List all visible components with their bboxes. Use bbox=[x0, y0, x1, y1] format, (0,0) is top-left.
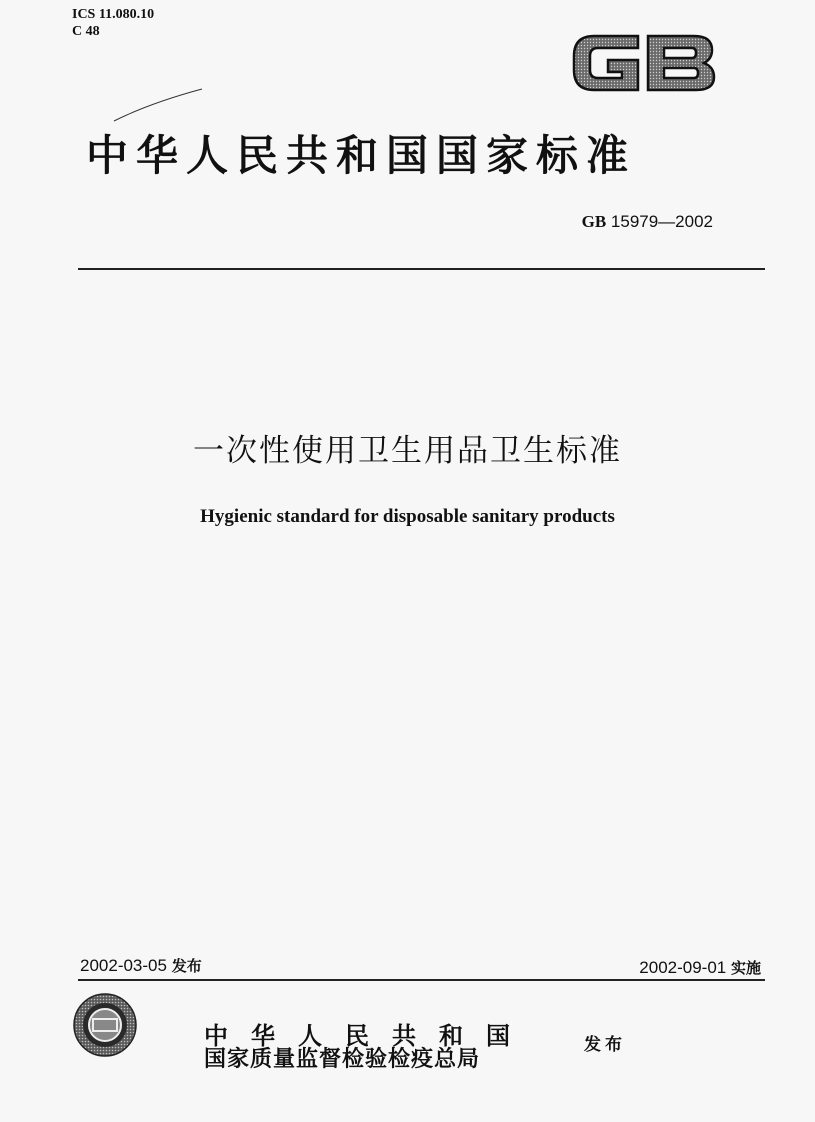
classification-codes bbox=[72, 6, 154, 40]
aqsiq-emblem-icon bbox=[72, 992, 138, 1058]
issuer-line-1: 中华人民共和国 bbox=[204, 1021, 533, 1050]
implementation-date-value: 2002-09-01 bbox=[639, 958, 727, 977]
issue-date bbox=[80, 955, 202, 976]
issuer-line-2: 国家质量监督检验检疫总局 bbox=[204, 1046, 481, 1072]
pen-mark bbox=[110, 85, 210, 125]
ics-code: ICS 11.080.10 bbox=[72, 7, 155, 22]
implementation-date bbox=[639, 957, 761, 978]
issue-date-value: 2002-03-05 bbox=[80, 956, 167, 975]
ccs-code: C 48 bbox=[72, 24, 100, 39]
standard-code: 15979—2002 bbox=[610, 212, 713, 231]
top-divider bbox=[78, 268, 765, 270]
document-title-chinese: 一次性使用卫生用品卫生标准 bbox=[193, 433, 622, 469]
publish-label: 发布 bbox=[584, 1035, 626, 1055]
standard-number bbox=[582, 212, 713, 232]
bottom-divider bbox=[78, 979, 765, 981]
standard-prefix: GB bbox=[581, 212, 607, 231]
document-title-english: Hygienic standard for disposable sanitary products bbox=[200, 506, 615, 527]
gb-logo-icon bbox=[568, 26, 718, 98]
implementation-date-label: 实施 bbox=[730, 959, 761, 977]
issue-date-label: 发布 bbox=[171, 957, 202, 975]
national-standard-title: 中华人民共和国国家标准 bbox=[86, 131, 637, 180]
